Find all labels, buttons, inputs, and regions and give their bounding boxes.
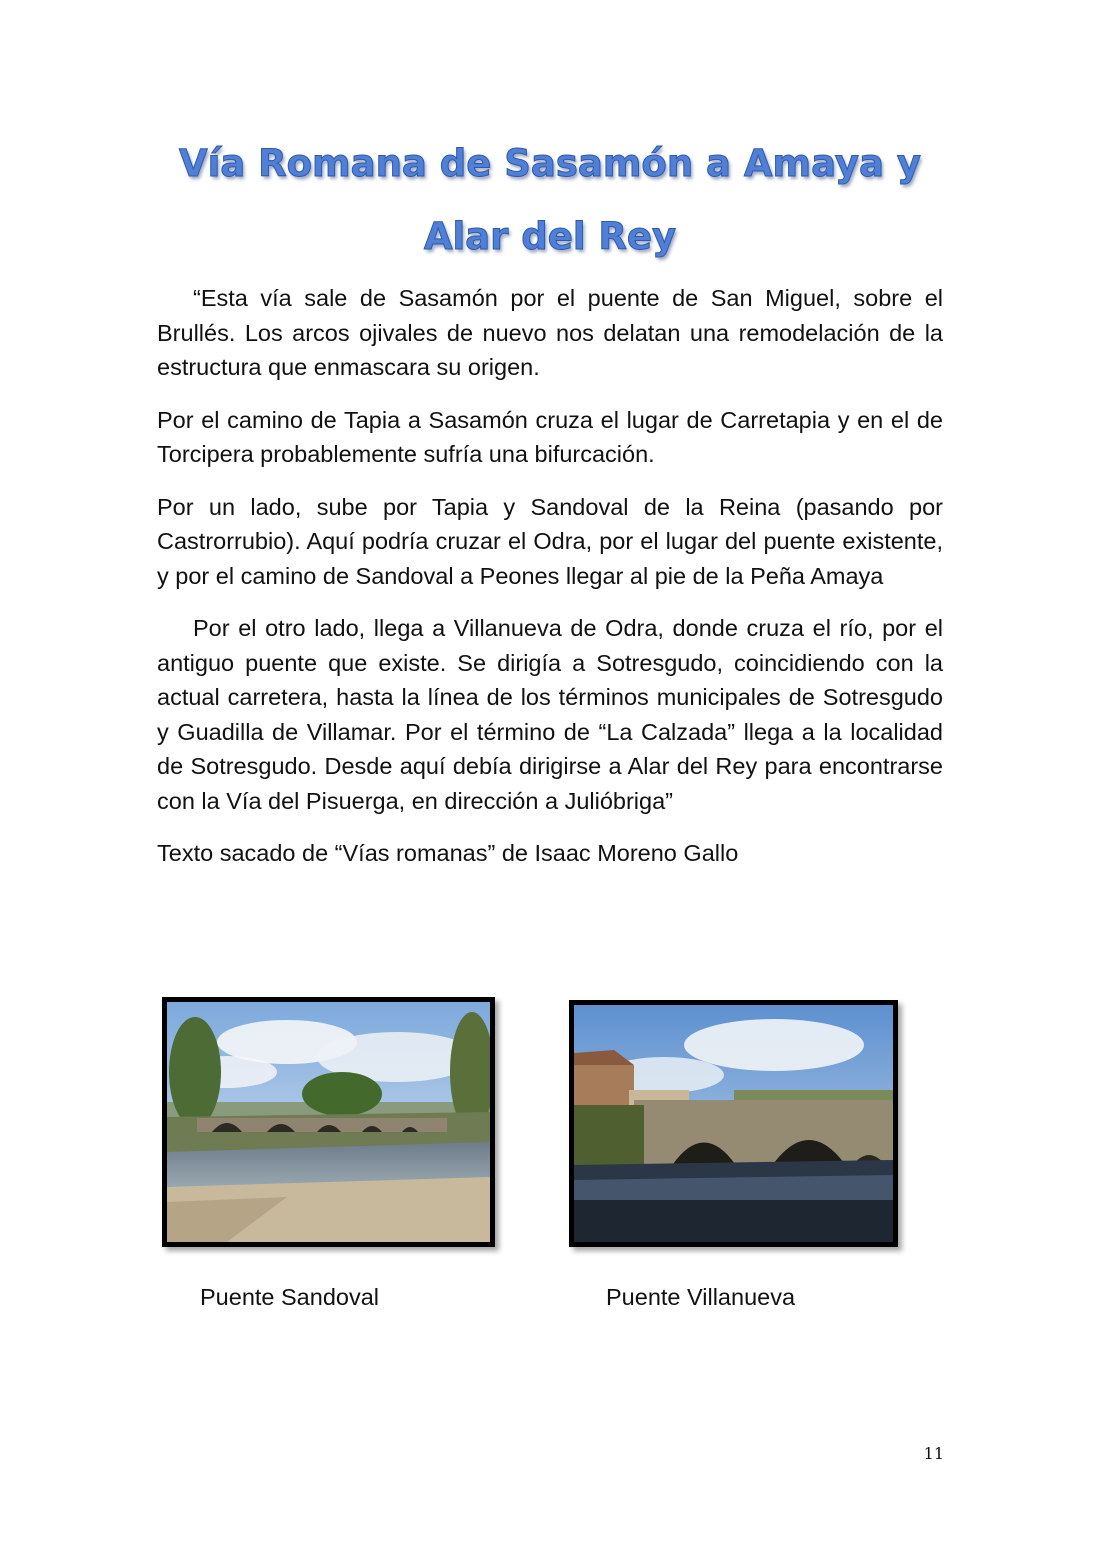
- page-number: 11: [923, 1444, 944, 1463]
- bridge-image: [167, 1002, 490, 1242]
- paragraph-1: “Esta vía sale de Sasamón por el puente de San Miguel, sobre el Brullés. Los arcos ojivales de nuevo nos delatan una remodelación de la estructura que enmascara su origen.: [157, 285, 943, 380]
- photo-puente-sandoval: [162, 997, 495, 1247]
- photo-puente-villanueva: [569, 1000, 898, 1247]
- page-title-line-1: Vía Romana de Sasamón a Amaya y: [178, 142, 921, 185]
- bridge-image: [574, 1005, 893, 1242]
- paragraph-4: Por el otro lado, llega a Villanueva de Odra, donde cruza el río, por el antiguo puente que existe. Se dirigía a Sotresgudo, coincidiendo con la actual carretera, hasta la línea de los términos municipales de Sotresgudo y Guadilla de Villamar. Por el término de “La Calzada” llega a la localidad de Sotresgudo. Desde aquí debía dirigirse a Alar del Rey para encontrarse con la Vía del Pisuerga, en dirección a Julióbriga”: [157, 615, 943, 814]
- paragraph-2: Por el camino de Tapia a Sasamón cruza el lugar de Carretapia y en el de Torcipera probablemente sufría una bifurcación.: [157, 406, 943, 467]
- paragraph-3: Por un lado, sube por Tapia y Sandoval de la Reina (pasando por Castrorrubio). Aquí podría cruzar el Odra, por el lugar del puente existente, y por el camino de Sandoval a Peones llegar al pie de la Peña Amaya: [157, 493, 943, 589]
- caption-puente-villanueva: Puente Villanueva: [606, 1284, 796, 1310]
- page-title-line-2: Alar del Rey: [423, 215, 677, 258]
- source-credit: Texto sacado de “Vías romanas” de Isaac Moreno Gallo: [157, 840, 739, 866]
- body-text: [157, 281, 943, 889]
- caption-puente-sandoval: Puente Sandoval: [200, 1284, 380, 1310]
